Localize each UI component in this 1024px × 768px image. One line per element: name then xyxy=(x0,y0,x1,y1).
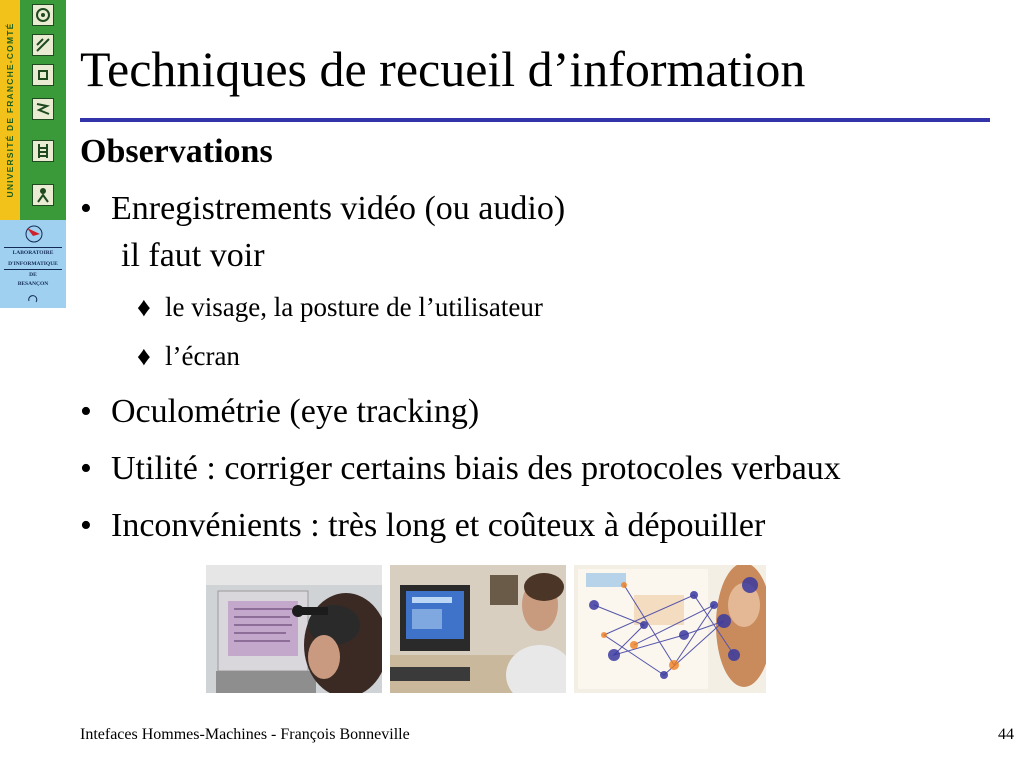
bullet-icon: • xyxy=(80,450,92,487)
lab-line-4: BESANÇON xyxy=(17,281,49,287)
square-glyph-icon xyxy=(32,64,54,86)
bullet-item xyxy=(80,393,479,431)
bullet-item xyxy=(80,450,841,488)
bullet-item xyxy=(80,507,765,545)
diamond-bullet-icon: ♦ xyxy=(137,341,151,371)
bullet-icon: • xyxy=(80,393,92,430)
lab-logo-box xyxy=(0,220,66,308)
spiral-glyph-icon xyxy=(32,4,54,26)
bullet-continuation: il faut voir xyxy=(121,237,265,274)
lab-line-3: DE xyxy=(29,272,37,278)
section-heading: Observations xyxy=(80,133,273,170)
lab-rule xyxy=(4,247,62,248)
lab-arrow-logo-icon xyxy=(24,224,44,244)
bullet-text: Inconvénients : très long et coûteux à dépouiller xyxy=(111,507,766,544)
sub-bullet-item xyxy=(137,292,543,323)
slide-title: Techniques de recueil d’information xyxy=(80,41,806,97)
page-number: 44 xyxy=(998,726,1014,743)
gaze-plot-photo xyxy=(574,565,766,693)
sub-bullet-item xyxy=(137,341,240,372)
bullet-item xyxy=(80,190,565,228)
diamond-bullet-icon: ♦ xyxy=(137,292,151,322)
zigzag-glyph-icon xyxy=(32,98,54,120)
screen-user-photo xyxy=(390,565,566,693)
bullet-text: Utilité : corriger certains biais des protocoles verbaux xyxy=(111,450,841,487)
footer-author: Intefaces Hommes-Machines - François Bonneville xyxy=(80,726,410,743)
lab-line-1: LABORATOIRE xyxy=(12,250,54,256)
ladder-glyph-icon xyxy=(32,140,54,162)
university-name-strip xyxy=(0,0,20,220)
lab-line-2: D'INFORMATIQUE xyxy=(8,261,58,267)
lab-rule xyxy=(4,269,62,270)
bullet-icon: • xyxy=(80,190,92,227)
eye-tracker-headset-photo xyxy=(206,565,382,693)
sub-bullet-text: le visage, la posture de l’utilisateur xyxy=(165,292,543,322)
bullet-icon: • xyxy=(80,507,92,544)
bullet-text: Enregistrements vidéo (ou audio) xyxy=(111,190,566,227)
lab-swirl-icon xyxy=(27,292,39,304)
university-name: UNIVERSITÉ DE FRANCHE-COMTÉ xyxy=(5,22,15,198)
university-banner xyxy=(0,0,66,220)
sub-bullet-text: l’écran xyxy=(165,341,240,371)
diagonal-glyph-icon xyxy=(32,34,54,56)
figure-glyph-icon xyxy=(32,184,54,206)
title-underline xyxy=(80,118,990,122)
bullet-text: Oculométrie (eye tracking) xyxy=(111,393,480,430)
